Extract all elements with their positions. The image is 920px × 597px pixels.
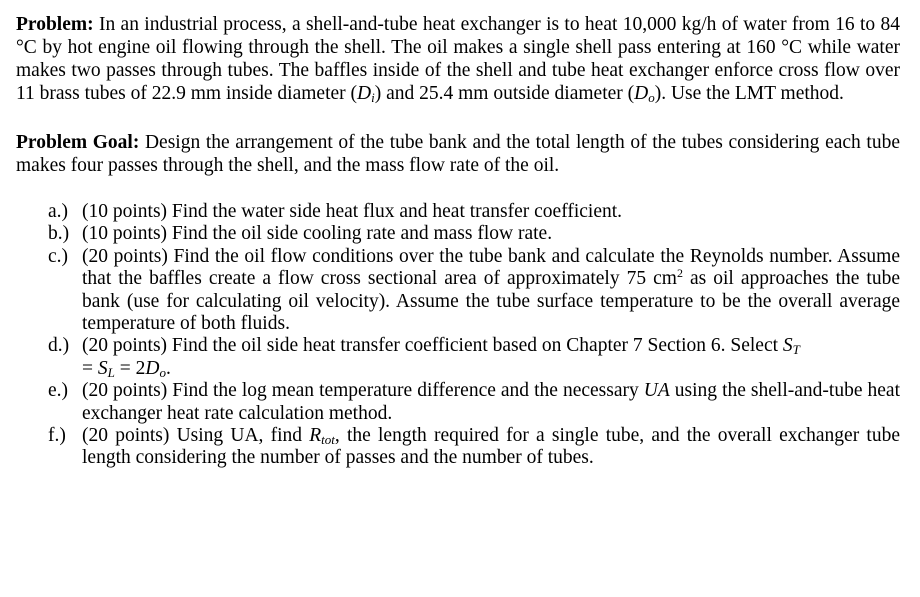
question-e-text-2: using the shell-and-tube heat exchanger heat rate calculation method. <box>82 380 900 424</box>
area-unit-superscript: 2 <box>676 266 683 281</box>
ua-symbol: UA <box>643 380 670 402</box>
goal-text: Design the arrangement of the tube bank and the total length of the tubes considering each tube makes four passes through the shell, and the mass flow rate of the oil. <box>16 132 900 176</box>
question-d <box>48 335 900 380</box>
transverse-pitch-subscript: T <box>792 342 800 358</box>
outer-diameter-subscript: o <box>648 90 655 105</box>
question-label: c.) <box>48 245 69 267</box>
problem-statement <box>16 13 900 105</box>
question-label: d.) <box>48 335 70 357</box>
problem-goal <box>16 131 900 177</box>
question-e <box>48 380 900 425</box>
question-text <box>82 335 900 380</box>
paragraph-gap <box>16 105 900 131</box>
inner-diameter-symbol: D <box>357 83 372 104</box>
question-list <box>16 201 900 470</box>
question-c <box>48 246 900 336</box>
question-text <box>82 380 900 425</box>
problem-text-2: ) and 25.4 mm outside diameter ( <box>374 83 635 104</box>
question-e-text-1: (20 points) Find the log mean temperature difference and the necessary <box>82 380 644 402</box>
question-text: (10 points) Find the water side heat flux and heat transfer coefficient. <box>82 201 623 222</box>
question-d-text-1: (20 points) Find the oil side heat transfer coefficient based on Chapter 7 Section 6. Select <box>82 335 783 357</box>
period: . <box>165 357 171 379</box>
question-text: (10 points) Find the oil side cooling rate and mass flow rate. <box>82 223 553 245</box>
paragraph-gap <box>16 177 900 201</box>
problem-text-1: In an industrial process, a shell-and-tube heat exchanger is to heat 10,000 kg/h of water from 16 to 84 °C by hot engine oil flowing through the shell. The oil makes a single shell pass entering at 160 °C while water makes two passes through tubes. The baffles inside of the shell and tube heat exchanger enforce cross flow over 11 brass tubes of 22.9 mm inside diameter ( <box>16 14 900 104</box>
diameter-symbol: D <box>145 357 160 379</box>
question-b <box>48 223 900 245</box>
question-a <box>48 201 900 223</box>
total-resistance-subscript: tot <box>321 432 335 448</box>
question-f-text-2: , the length required for a single tube, and the overall exchanger tube length considering the number of passes and the number of tubes. <box>82 425 900 469</box>
total-resistance-symbol: R <box>309 425 322 447</box>
question-f <box>48 425 900 470</box>
longitudinal-pitch-subscript: L <box>107 364 115 380</box>
question-f-text-1: (20 points) Using UA, find <box>82 425 310 447</box>
question-text <box>82 246 900 336</box>
question-c-text-2: as oil approaches the tube bank (use for calculating oil velocity). Assume the tube surface temperature to be the overall average temperature of both fluids. <box>82 268 900 335</box>
inner-diameter-subscript: i <box>371 90 375 105</box>
problem-label: Problem: <box>16 14 94 35</box>
outer-diameter-symbol: D <box>634 83 649 104</box>
problem-text-3: ). Use the LMT method. <box>654 83 844 104</box>
transverse-pitch-symbol: S <box>782 335 793 357</box>
question-label: f.) <box>48 425 66 447</box>
equals-two: = 2 <box>114 357 146 379</box>
diameter-subscript: o <box>159 364 166 380</box>
longitudinal-pitch-symbol: S <box>97 357 108 379</box>
question-text <box>82 425 900 470</box>
equals-sign: = <box>82 357 98 379</box>
question-label: a.) <box>48 201 69 222</box>
goal-label: Problem Goal: <box>16 132 140 153</box>
question-label: b.) <box>48 223 70 245</box>
question-label: e.) <box>48 380 69 402</box>
question-c-text-1: (20 points) Find the oil flow conditions over the tube bank and calculate the Reynolds number. Assume that the baffles create a flow cross sectional area of approximately 75 cm <box>82 245 900 290</box>
